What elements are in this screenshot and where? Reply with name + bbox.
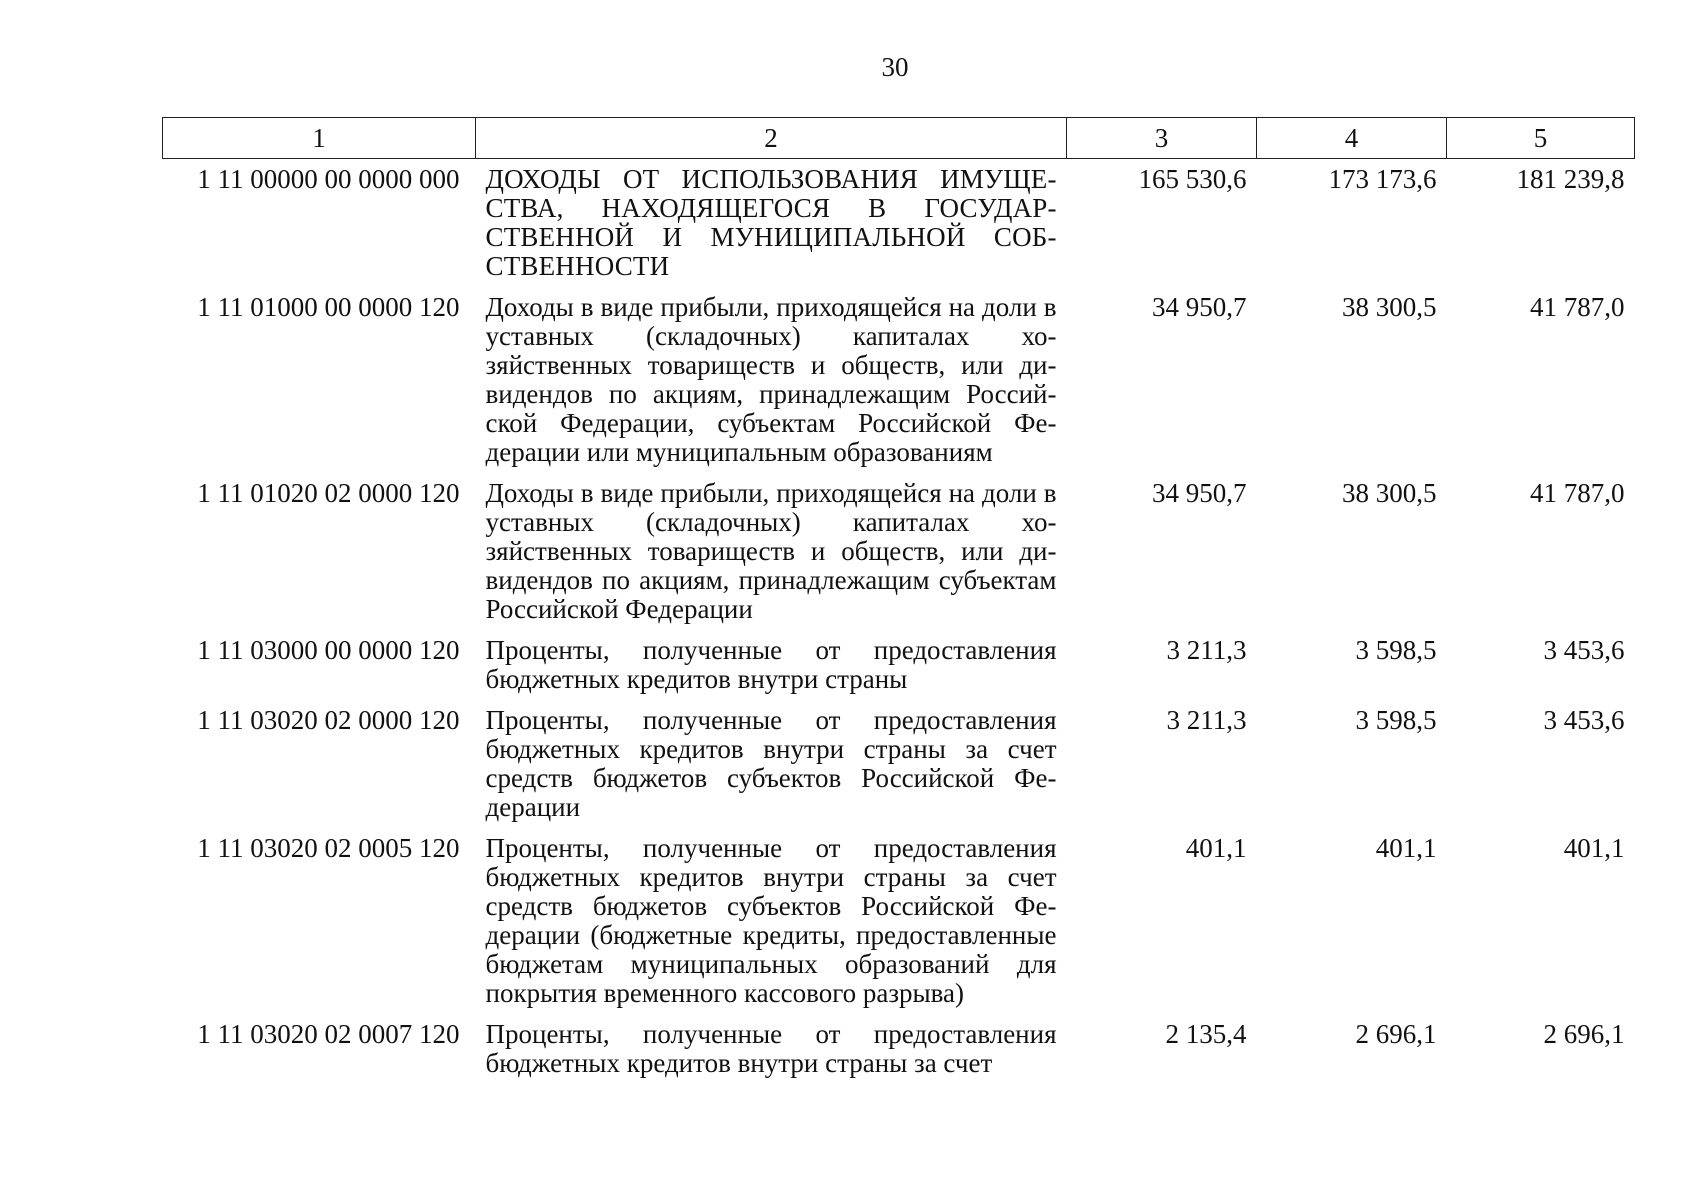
header-col-1: 1 bbox=[163, 118, 476, 159]
row-name: Проценты, полученные от предоставления бюджетных кредитов внутри страны за счет средств бюджетов субъектов Российской Федерации bbox=[485, 705, 1057, 822]
row-name: Проценты, полученные от предоставления бюджетных кредитов внутри страны за счет bbox=[485, 1019, 1057, 1078]
row-code: 1 11 01020 02 0000 120 bbox=[197, 478, 460, 508]
row-code: 1 11 03020 02 0007 120 bbox=[197, 1019, 460, 1049]
header-col-2: 2 bbox=[476, 118, 1067, 159]
row-value-3: 401,1 bbox=[1185, 833, 1247, 863]
row-value-3: 3 211,3 bbox=[1166, 705, 1247, 735]
revenue-table bbox=[162, 117, 1635, 1084]
row-value-5: 401,1 bbox=[1563, 833, 1625, 863]
row-value-4: 401,1 bbox=[1375, 833, 1437, 863]
row-value-5: 3 453,6 bbox=[1543, 705, 1625, 735]
row-value-3: 2 135,4 bbox=[1165, 1019, 1247, 1049]
row-value-4: 173 173,6 bbox=[1328, 164, 1437, 194]
row-value-5: 41 787,0 bbox=[1530, 478, 1625, 508]
row-value-3: 34 950,7 bbox=[1152, 292, 1247, 322]
header-col-3: 3 bbox=[1067, 118, 1257, 159]
row-code: 1 11 03020 02 0000 120 bbox=[197, 705, 460, 735]
header-col-5: 5 bbox=[1447, 118, 1635, 159]
row-name: Доходы в виде прибыли, приходящейся на доли в уставных (складочных) капиталах хозяйственных товариществ и обществ, или дивидендов по акциям, принадлежащим субъектам Российской Федерации bbox=[485, 478, 1057, 624]
row-value-4: 2 696,1 bbox=[1355, 1019, 1437, 1049]
header-col-4: 4 bbox=[1257, 118, 1447, 159]
row-value-4: 3 598,5 bbox=[1355, 635, 1437, 665]
header-row bbox=[163, 118, 1635, 159]
row-value-4: 38 300,5 bbox=[1342, 292, 1437, 322]
row-value-5: 41 787,0 bbox=[1530, 292, 1625, 322]
page-number: 30 bbox=[881, 52, 909, 82]
row-code: 1 11 00000 00 0000 000 bbox=[197, 164, 460, 194]
table-row bbox=[163, 828, 1635, 1014]
row-value-5: 181 239,8 bbox=[1516, 164, 1625, 194]
row-name: Проценты, полученные от предоставления бюджетных кредитов внутри страны bbox=[485, 635, 1057, 694]
row-value-4: 3 598,5 bbox=[1355, 705, 1437, 735]
row-name: Проценты, полученные от предоставления бюджетных кредитов внутри страны за счет средств бюджетов субъектов Российской Федерации (бюджетные кредиты, предоставленные бюджетам муниципальных образований для покрытия временного кассового разрыва) bbox=[485, 833, 1057, 1008]
table-row bbox=[163, 630, 1635, 700]
table-row bbox=[163, 1014, 1635, 1084]
table-row bbox=[163, 473, 1635, 630]
table-row bbox=[163, 700, 1635, 828]
row-value-5: 3 453,6 bbox=[1543, 635, 1625, 665]
row-code: 1 11 03020 02 0005 120 bbox=[197, 833, 460, 863]
table-row bbox=[163, 287, 1635, 473]
row-code: 1 11 01000 00 0000 120 bbox=[197, 292, 460, 322]
table-header bbox=[163, 118, 1635, 159]
row-name: ДОХОДЫ ОТ ИСПОЛЬЗОВАНИЯ ИМУЩЕСТВА, НАХОДЯЩЕГОСЯ В ГОСУДАРСТВЕННОЙ И МУНИЦИПАЛЬНОЙ СОБСТВЕННОСТИ bbox=[485, 164, 1057, 281]
row-value-4: 38 300,5 bbox=[1342, 478, 1437, 508]
table-body bbox=[163, 159, 1635, 1085]
row-value-3: 165 530,6 bbox=[1138, 164, 1247, 194]
row-value-5: 2 696,1 bbox=[1543, 1019, 1625, 1049]
table-row bbox=[163, 159, 1635, 288]
row-value-3: 34 950,7 bbox=[1152, 478, 1247, 508]
row-code: 1 11 03000 00 0000 120 bbox=[197, 635, 460, 665]
row-value-3: 3 211,3 bbox=[1166, 635, 1247, 665]
row-name: Доходы в виде прибыли, приходящейся на доли в уставных (складочных) капиталах хозяйственных товариществ и обществ, или дивидендов по акциям, принадлежащим Российской Федерации, субъектам Российской Федерации или муниципальным образованиям bbox=[485, 292, 1057, 467]
